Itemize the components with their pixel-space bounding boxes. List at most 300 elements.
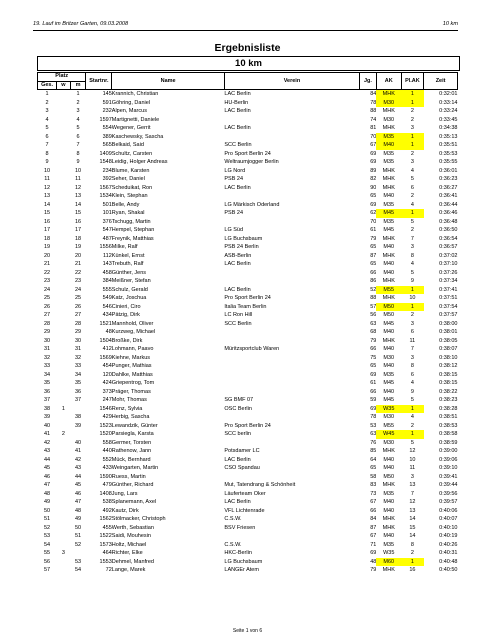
rank-overall: 19 — [44, 244, 51, 250]
age-class-rank: 3 — [410, 473, 414, 480]
rank-overall: 32 — [44, 354, 51, 361]
rank-women — [57, 303, 71, 312]
start-number: 455 — [102, 524, 112, 531]
rank-men: 50 — [74, 524, 82, 531]
start-number: 1523 — [99, 422, 112, 429]
age-class-rank: 4 — [410, 201, 414, 208]
age-class: M40 — [383, 269, 395, 276]
table-row — [38, 311, 458, 320]
age-class-rank: 1 — [401, 303, 424, 312]
start-number: 72 — [105, 567, 112, 573]
runner-name: Griepentrog, Tom — [111, 380, 155, 386]
age-class-rank: 1 — [401, 209, 424, 218]
club-name: LAC Berlin — [224, 108, 251, 114]
age-class-rank: 16 — [409, 567, 416, 573]
rank-women — [57, 371, 71, 380]
age-class-rank: 6 — [410, 329, 414, 335]
start-number: 1590 — [99, 473, 112, 480]
age-class: MHK — [382, 176, 395, 182]
club-name: LAC Berlin — [224, 125, 251, 131]
start-number: 1522 — [99, 533, 112, 539]
start-number: 552 — [102, 456, 112, 463]
table-row — [38, 413, 458, 422]
club-name: PSB 24 Berlin — [224, 244, 259, 250]
age-class: M40 — [376, 141, 401, 150]
table-row — [38, 99, 458, 108]
birth-year: 78 — [370, 99, 377, 106]
rank-overall: 44 — [44, 456, 51, 463]
rank-men: 21 — [74, 261, 82, 267]
table-row — [38, 277, 458, 286]
start-number: 546 — [102, 303, 112, 310]
age-class-rank: 5 — [410, 397, 414, 403]
rank-men: 41 — [74, 448, 82, 454]
finish-time: 0:33:14 — [439, 99, 458, 106]
table-row — [38, 362, 458, 371]
start-number: 1573 — [99, 541, 112, 548]
rank-men: 13 — [74, 193, 82, 199]
finish-time: 0:39:41 — [439, 473, 458, 480]
age-class-rank: 8 — [410, 252, 414, 259]
table-row — [38, 379, 458, 388]
table-row — [38, 464, 458, 473]
table-row — [38, 337, 458, 346]
finish-time: 0:38:59 — [439, 439, 458, 446]
age-class-rank: 6 — [410, 184, 414, 191]
rank-men — [70, 430, 86, 439]
age-class: MHK — [382, 295, 395, 301]
birth-year: 66 — [370, 507, 377, 514]
club-name: Müritzsportclub Waren — [224, 346, 280, 352]
start-number: 1548 — [99, 159, 112, 165]
rank-men: 40 — [74, 439, 82, 446]
runner-name: Mannhold, Oliver — [111, 320, 154, 327]
rank-overall: 52 — [44, 524, 51, 531]
rank-women — [57, 490, 71, 499]
runner-name: Germer, Torsten — [111, 439, 152, 446]
rank-men: 51 — [74, 533, 82, 539]
rank-overall: 14 — [44, 201, 51, 208]
runner-name: Lange, Marek — [111, 567, 146, 573]
start-number: 555 — [102, 286, 112, 293]
club-name: HKC-Berlin — [224, 550, 252, 556]
runner-name: Tschugg, Martin — [111, 218, 151, 225]
finish-time: 0:38:05 — [439, 337, 458, 344]
rank-men: 18 — [74, 235, 82, 242]
age-class: M40 — [383, 244, 395, 250]
table-row — [38, 175, 458, 184]
age-class: MHK — [382, 448, 395, 454]
rank-men: 34 — [74, 371, 82, 378]
rank-overall: 56 — [44, 558, 51, 565]
rank-overall: 53 — [44, 533, 51, 539]
rank-women — [57, 311, 71, 320]
rank-men: 33 — [74, 363, 82, 369]
table-row — [38, 456, 458, 465]
birth-year: 69 — [370, 550, 377, 556]
rank-overall: 15 — [44, 210, 51, 216]
age-class: M40 — [383, 261, 395, 267]
start-number: 120 — [102, 371, 112, 378]
table-row — [38, 481, 458, 490]
age-class-rank: 1 — [401, 133, 424, 142]
runner-name: Scheduikat, Ron — [111, 184, 153, 191]
rank-women — [57, 141, 71, 150]
finish-time: 0:38:07 — [439, 346, 458, 352]
birth-year: 82 — [370, 176, 377, 182]
table-row — [38, 566, 458, 575]
table-row — [38, 192, 458, 201]
rank-overall: 48 — [44, 490, 51, 497]
club-name — [224, 133, 359, 142]
runner-name: Klein, Stephan — [111, 193, 148, 199]
start-number: 247 — [102, 397, 112, 403]
start-number: 591 — [102, 99, 112, 106]
rank-men: 30 — [74, 337, 82, 344]
age-class-rank: 2 — [410, 150, 414, 157]
rank-overall: 34 — [44, 371, 51, 378]
rank-men: 42 — [74, 456, 82, 463]
finish-time: 0:37:02 — [439, 252, 458, 259]
start-number: 1408 — [99, 490, 112, 497]
rank-overall: 5 — [45, 125, 49, 131]
age-class: MHK — [382, 184, 395, 191]
birth-year: 84 — [370, 516, 377, 522]
rank-men: 53 — [74, 558, 82, 565]
start-number: 565 — [102, 142, 112, 148]
age-class-rank: 5 — [410, 218, 414, 225]
table-row — [38, 260, 458, 269]
age-class: M30 — [383, 439, 395, 446]
club-name: SCC Berlin — [224, 320, 252, 327]
age-class: M30 — [383, 414, 395, 420]
birth-year: 67 — [370, 499, 377, 505]
age-class-rank: 10 — [409, 295, 416, 301]
rank-women — [57, 481, 71, 490]
age-class-rank: 15 — [409, 524, 416, 531]
birth-year: 71 — [370, 541, 377, 548]
finish-time: 0:39:57 — [439, 499, 458, 505]
rank-overall: 27 — [44, 312, 51, 318]
rank-overall: 7 — [45, 142, 49, 148]
club-name: LAC Berlin — [224, 184, 251, 191]
age-class: M35 — [383, 371, 395, 378]
rank-women: 2 — [61, 431, 65, 437]
rank-women — [57, 515, 71, 524]
birth-year: 69 — [370, 201, 377, 208]
table-row — [38, 515, 458, 524]
rank-men: 37 — [74, 397, 82, 403]
club-name: SG BMF 07 — [224, 397, 254, 403]
age-class: MHK — [382, 482, 395, 488]
club-name: LG Buchsbaum — [224, 235, 263, 242]
rank-overall: 47 — [44, 482, 51, 488]
runner-name: Leidig, Holger Andreas — [111, 159, 168, 165]
age-class: MHK — [382, 108, 395, 114]
birth-year: 73 — [370, 490, 377, 497]
birth-year: 66 — [370, 269, 377, 276]
rank-women — [57, 388, 71, 397]
runner-name: Martignetti, Daniele — [111, 116, 160, 123]
rank-overall: 35 — [44, 380, 51, 386]
rank-men — [70, 405, 86, 414]
runner-name: Katz, Joschua — [111, 295, 147, 301]
birth-year: 65 — [370, 244, 377, 250]
club-name: LAC Berlin — [224, 91, 251, 97]
finish-time: 0:37:54 — [439, 303, 458, 310]
page-title: Ergebnisliste — [214, 42, 281, 54]
finish-time: 0:39:06 — [439, 456, 458, 463]
rank-women — [57, 269, 71, 278]
age-class-rank: 1 — [401, 141, 424, 150]
club-name: Italia Team Berlin — [224, 303, 267, 310]
rank-women — [57, 456, 71, 465]
table-row — [38, 303, 458, 312]
rank-overall: 6 — [45, 133, 49, 140]
club-name — [224, 379, 359, 388]
rank-women — [57, 413, 71, 422]
club-name — [224, 328, 359, 337]
runner-name: Dehmel, Manfred — [111, 558, 154, 565]
age-class-rank: 4 — [410, 380, 414, 386]
finish-time: 0:36:41 — [439, 193, 458, 199]
age-class-rank: 14 — [409, 516, 416, 522]
age-class-rank: 13 — [409, 482, 416, 488]
age-class-rank: 7 — [410, 490, 414, 497]
finish-time: 0:38:51 — [439, 414, 458, 420]
age-class: M30 — [383, 354, 395, 361]
finish-time: 0:36:46 — [439, 210, 458, 216]
runner-name: Mohr, Thomas — [111, 397, 147, 403]
rank-men: 5 — [76, 125, 80, 131]
age-class-rank: 14 — [409, 533, 416, 539]
runner-name: Parsiegla, Karsta — [111, 431, 154, 437]
age-class-rank: 3 — [410, 159, 414, 165]
rank-men: 28 — [74, 320, 82, 327]
table-row — [38, 286, 458, 295]
rank-women — [57, 277, 71, 286]
table-row — [38, 371, 458, 380]
rank-men: 24 — [74, 286, 82, 293]
runner-name: Werth, Sebastian — [111, 524, 154, 531]
table-row — [38, 107, 458, 116]
birth-year: 67 — [370, 142, 377, 148]
rank-women — [57, 345, 71, 354]
rank-women — [57, 524, 71, 533]
table-row — [38, 439, 458, 448]
finish-time: 0:36:27 — [439, 184, 458, 191]
rank-men: 14 — [74, 201, 82, 208]
age-class: MHK — [382, 524, 395, 531]
age-class: M45 — [383, 397, 395, 403]
rank-women — [57, 252, 71, 261]
rank-women — [57, 107, 71, 116]
runner-name: Ryan, Shakal — [111, 210, 145, 216]
age-class-rank: 1 — [401, 405, 424, 414]
rank-men: 26 — [74, 303, 82, 310]
rank-overall: 57 — [44, 567, 51, 573]
runner-name: Herbig, Sascha — [111, 414, 150, 420]
finish-time: 0:35:51 — [439, 142, 458, 148]
start-number: 429 — [102, 414, 112, 420]
age-class-rank: 1 — [401, 558, 424, 567]
birth-year: 65 — [370, 261, 377, 267]
club-name — [224, 218, 359, 227]
start-number: 145 — [102, 91, 112, 97]
rank-overall: 13 — [44, 193, 51, 199]
rank-women — [57, 218, 71, 227]
age-class-rank: 6 — [410, 371, 414, 378]
age-class-rank: 7 — [410, 346, 414, 352]
rank-men — [70, 549, 86, 558]
start-number: 392 — [102, 176, 112, 182]
finish-time: 0:36:01 — [439, 167, 458, 174]
rank-women — [57, 175, 71, 184]
finish-time: 0:39:10 — [439, 465, 458, 471]
rank-women — [57, 124, 71, 133]
m-header: m — [70, 81, 86, 90]
rank-overall: 38 — [44, 405, 51, 412]
start-number: 440 — [102, 448, 112, 454]
birth-year: 89 — [370, 167, 377, 174]
club-name — [224, 473, 359, 482]
distance-subtitle: 10 km — [37, 56, 460, 71]
runner-name: Ruess, Martin — [111, 473, 146, 480]
rank-women — [57, 116, 71, 125]
start-number: 1553 — [99, 558, 112, 565]
club-name: LG Süd — [224, 227, 244, 233]
age-class: M50 — [383, 312, 395, 318]
birth-year: 69 — [370, 371, 377, 378]
club-name: C.S.W. — [224, 516, 242, 522]
club-name — [224, 439, 359, 448]
table-row — [38, 345, 458, 354]
club-name: SCC berlin — [224, 431, 251, 437]
finish-time: 0:38:00 — [439, 320, 458, 327]
rank-women — [57, 294, 71, 303]
finish-time: 0:35:13 — [439, 133, 458, 140]
age-class: M45 — [383, 227, 395, 233]
table-row — [38, 226, 458, 235]
rank-women — [57, 286, 71, 295]
finish-time: 0:36:57 — [439, 244, 458, 250]
table-row — [38, 141, 458, 150]
birth-year: 70 — [370, 133, 377, 140]
rank-women: 3 — [61, 550, 65, 556]
birth-year: 63 — [370, 431, 377, 437]
age-class: M50 — [383, 473, 395, 480]
rank-women — [57, 447, 71, 456]
rank-men: 25 — [74, 295, 82, 301]
age-class-rank: 9 — [410, 278, 414, 284]
rank-women — [57, 439, 71, 448]
birth-year: 63 — [370, 320, 377, 327]
finish-time: 0:37:41 — [439, 286, 458, 293]
birth-year: 88 — [370, 108, 377, 114]
club-name: Pro Sport Berlin 24 — [224, 295, 271, 301]
name-header: Name — [112, 73, 225, 90]
rank-men: 20 — [74, 252, 82, 259]
finish-time: 0:34:38 — [439, 125, 458, 131]
rank-overall: 2 — [45, 99, 49, 106]
runner-name: Günther, Richard — [111, 482, 154, 488]
start-number: 549 — [102, 295, 112, 301]
age-class-rank: 12 — [409, 448, 416, 454]
finish-time: 0:37:57 — [439, 312, 458, 318]
table-row — [38, 396, 458, 405]
birth-year: 79 — [370, 235, 377, 242]
birth-year: 87 — [370, 252, 377, 259]
age-class-rank: 2 — [410, 108, 414, 114]
rank-women — [57, 473, 71, 482]
rank-women: 1 — [61, 405, 65, 412]
table-row — [38, 558, 458, 567]
start-number: 454 — [102, 363, 112, 369]
birth-year: 64 — [370, 456, 377, 463]
finish-time: 0:38:22 — [439, 388, 458, 395]
runner-name: Lewandzik, Günter — [111, 422, 158, 429]
age-class-rank: 8 — [410, 363, 414, 369]
rank-men: 19 — [74, 244, 82, 250]
table-row — [38, 524, 458, 533]
table-row — [38, 320, 458, 329]
rank-men: 54 — [74, 567, 82, 573]
start-number: 143 — [102, 261, 112, 267]
finish-time: 0:38:10 — [439, 354, 458, 361]
age-class: M35 — [383, 159, 395, 165]
age-class-rank: 5 — [410, 439, 414, 446]
table-row — [38, 430, 458, 439]
table-row — [38, 541, 458, 550]
rank-men: 2 — [76, 99, 80, 106]
runner-name: Günther, Jens — [111, 269, 147, 276]
age-class-rank: 11 — [409, 465, 416, 471]
table-row — [38, 294, 458, 303]
rank-women — [57, 558, 71, 567]
table-row — [38, 269, 458, 278]
finish-time: 0:36:50 — [439, 227, 458, 233]
birth-year: 58 — [370, 473, 377, 480]
club-name: LG Buchsbaum — [224, 558, 263, 565]
age-class-rank: 2 — [410, 550, 414, 556]
birth-year: 81 — [370, 125, 377, 131]
start-number: 433 — [102, 465, 112, 471]
start-number: 232 — [102, 108, 112, 114]
runner-name: Richter, Elke — [111, 550, 143, 556]
age-class-rank: 10 — [409, 456, 416, 463]
age-class: MHK — [382, 167, 395, 174]
rank-women — [57, 541, 71, 550]
rank-women — [57, 498, 71, 507]
rank-men: 32 — [74, 354, 82, 361]
birth-year: 85 — [370, 448, 377, 454]
finish-time: 0:38:01 — [439, 329, 458, 335]
rank-women — [57, 192, 71, 201]
rank-men: 17 — [74, 227, 82, 233]
rank-overall: 39 — [44, 414, 51, 420]
birth-year: 75 — [370, 354, 377, 361]
start-number: 1556 — [99, 244, 112, 250]
rank-overall: 21 — [44, 261, 51, 267]
table-row — [38, 532, 458, 541]
age-class: M35 — [383, 201, 395, 208]
ges-header: Ges. — [38, 81, 57, 90]
rank-men: 45 — [74, 482, 82, 488]
age-class-rank: 4 — [410, 167, 414, 174]
rank-overall: 17 — [44, 227, 51, 233]
club-name: Potsdamer LC — [224, 448, 260, 454]
rank-overall: 37 — [44, 397, 51, 403]
